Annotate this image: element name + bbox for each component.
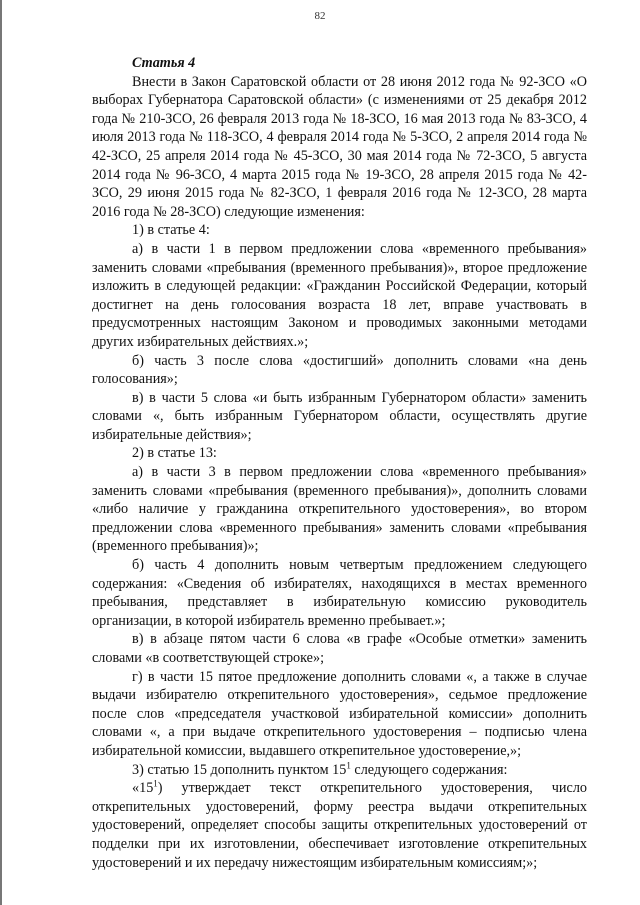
paragraph-item-1b: б) часть 3 после слова «достигший» дополнить словами «на день голосования»;: [92, 352, 587, 388]
superscript: 1: [153, 778, 158, 789]
paragraph-item-1v: в) в части 5 слова «и быть избранным Губернатором области» заменить словами «, быть избранным Губернатором области, осуществлять другие избирательные действия»;: [92, 389, 587, 443]
scan-edge: [0, 0, 2, 905]
paragraph-item-2v: в) в абзаце пятом части 6 слова «в графе «Особые отметки» заменить словами «в соответствующей строке»;: [92, 631, 587, 666]
paragraph-item-2: 2) в статье 13:: [132, 445, 217, 462]
article-title: Статья 4: [132, 55, 196, 71]
paragraph-item-2g: г) в части 15 пятое предложение дополнить словами «, а также в случае выдачи избирателю открепительного удостоверения», седьмое предложение после слов «председателя участковой избирательной комиссии» дополнить словами «, а при выдаче открепительного удостоверения – подписью члена избирательной комиссии, выдавшего открепительное удостоверение,»;: [92, 668, 587, 759]
item-3-text: 3) статью 15 дополнить пунктом 15: [132, 761, 347, 778]
paragraph-item-2b: б) часть 4 дополнить новым четвертым предложением следующего содержания: «Сведения об избирателях, находящихся в местах временного пребывания, представляет в избирательную комиссию руководитель организации, в которой избиратель временно пребывает.»;: [92, 557, 587, 629]
paragraph-item-1a: а) в части 1 в первом предложении слова «временного пребывания» заменить словами «пребывания (временного пребывания)», второе предложение изложить в следующей редакции: «Гражданин Российской Федерации, который достигнет на день голосования возраста 18 лет, вправе участвовать в предусмотренных настоящим Законом и проводимых законными методами других избирательных действиях.»;: [92, 240, 587, 350]
paragraph-quote-15-1: [92, 779, 587, 872]
paragraph-item-3: [92, 761, 587, 780]
item-3-text-end: следующего содержания:: [350, 761, 508, 778]
paragraph-intro: Внести в Закон Саратовской области от 28 июня 2012 года № 92-ЗСО «О выборах Губернатора Саратовской области» (с изменениями от 25 декабря 2012 года № 210-ЗСО, 26 февраля 2013 года № 18-ЗСО, 16 мая 2013 года № 83-ЗСО, 4 июля 2013 года № 118-ЗСО, 4 февраля 2014 года № 5-ЗСО, 2 апреля 2014 года № 42-ЗСО, 25 апреля 2014 года № 45-ЗСО, 30 мая 2014 года № 72-ЗСО, 5 августа 2014 года № 96-ЗСО, 4 марта 2015 года № 19-ЗСО, 28 апреля 2015 года № 42-ЗСО, 29 июня 2015 года № 82-ЗСО, 1 февраля 2016 года № 12-ЗСО, 28 марта 2016 года № 28-ЗСО) следующие изменения:: [92, 73, 587, 220]
page-number: 82: [314, 10, 326, 22]
document-body: [92, 54, 587, 872]
paragraph-item-1: 1) в статье 4:: [132, 222, 210, 239]
quote-start: «15: [132, 780, 154, 797]
paragraph-item-2a: а) в части 3 в первом предложении слова «временного пребывания» заменить словами «пребывания (временного пребывания)», дополнить словами «либо наличие у гражданина открепительного удостоверения», во втором предложении слова «временного пребывания» заменить словами «пребывания (временного пребывания)»;: [92, 464, 587, 555]
quote-text: ) утверждает текст открепительного удостоверения, число открепительных удостоверений, форму реестра выдачи открепительных удостоверений, определяет способы защиты открепительных удостоверений от подделки при их изготовлении, обеспечивает изготовление открепительных удостоверений и их передачу нижестоящим избирательным комиссиям;»;: [92, 780, 587, 871]
superscript: 1: [346, 759, 351, 770]
